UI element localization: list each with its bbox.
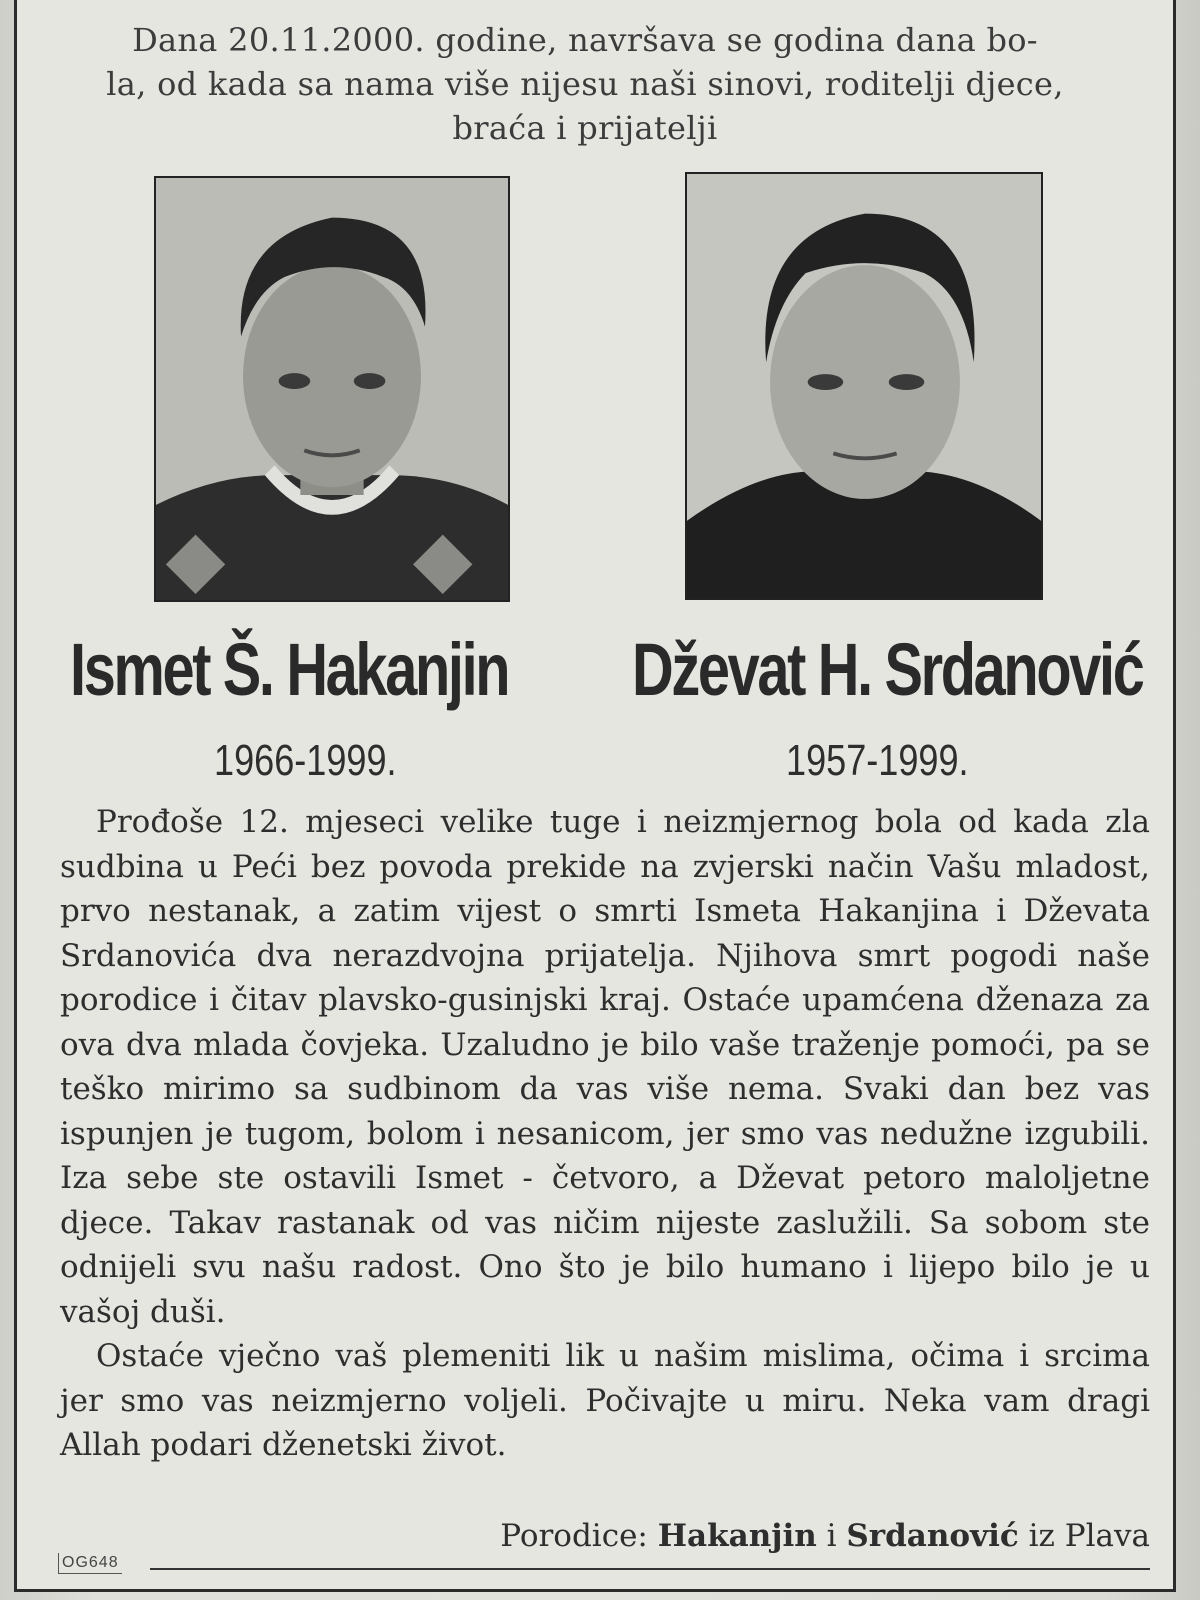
portrait-photo-left <box>154 176 510 602</box>
body-paragraph-1: Prođoše 12. mjeseci velike tuge i neizmjernog bola od kada zla sudbina u Peći bez povoda prekide na zvjerski način Vašu mladost, prvo nestanak, a zatim vijest o smrti Ismeta Hakanjina i Dževata Srdanovića dva nerazdvojna prijatelja. Njihova smrt pogodi naše porodice i čitav plavsko-gusinjski kraj. Ostaće upamćena dženaza za ova dva mlada čovjeka. Uzaludno je bilo vaše traženje pomoći, pa se teško mirimo sa sudbinom da vas više nema. Svaki dan bez vas ispunjen je tugom, bolom i nesanicom, jer smo vas nedužne izgubili. Iza sebe ste ostavili Ismet - četvoro, a Dževat petoro maloljetne djece. Takav rastanak od vas ničim nijeste zaslužili. Sa sobom ste odnijeli svu našu radost. Ono što je bilo humano i lijepo bilo je u vašoj duši. <box>60 804 1150 1330</box>
intro-text <box>40 18 1130 150</box>
person-name-right: Dževat H. Srdanović <box>632 628 1143 711</box>
signature-prefix: Porodice: <box>500 1518 648 1554</box>
body-paragraph-2: Ostaće vječno vaš plemeniti lik u našim mislima, očima i srcima jer smo vas neizmjerno voljeli. Počivajte u miru. Neka vam dragi Allah podari dženetski život. <box>60 1338 1150 1463</box>
person-name-left: Ismet Š. Hakanjin <box>70 628 509 711</box>
person-years-left: 1966-1999. <box>214 736 397 785</box>
signature-family-1: Hakanjin <box>657 1518 817 1554</box>
intro-line-3: braća i prijatelji <box>452 109 718 147</box>
signature-family-2: Srdanović <box>846 1518 1019 1554</box>
signature-suffix: iz Plava <box>1028 1518 1150 1554</box>
intro-line-1: Dana 20.11.2000. godine, navršava se godina dana bo- <box>132 21 1038 59</box>
ad-code: OG648 <box>58 1553 122 1574</box>
bottom-rule <box>150 1568 1150 1570</box>
person-years-right: 1957-1999. <box>786 736 969 785</box>
intro-line-2: la, od kada sa nama više nijesu naši sinovi, roditelji djece, <box>106 65 1064 103</box>
portrait-photo-right <box>685 172 1043 600</box>
signature-conjunction: i <box>826 1518 837 1554</box>
obituary-body <box>60 800 1150 1468</box>
signature-line <box>60 1516 1150 1556</box>
